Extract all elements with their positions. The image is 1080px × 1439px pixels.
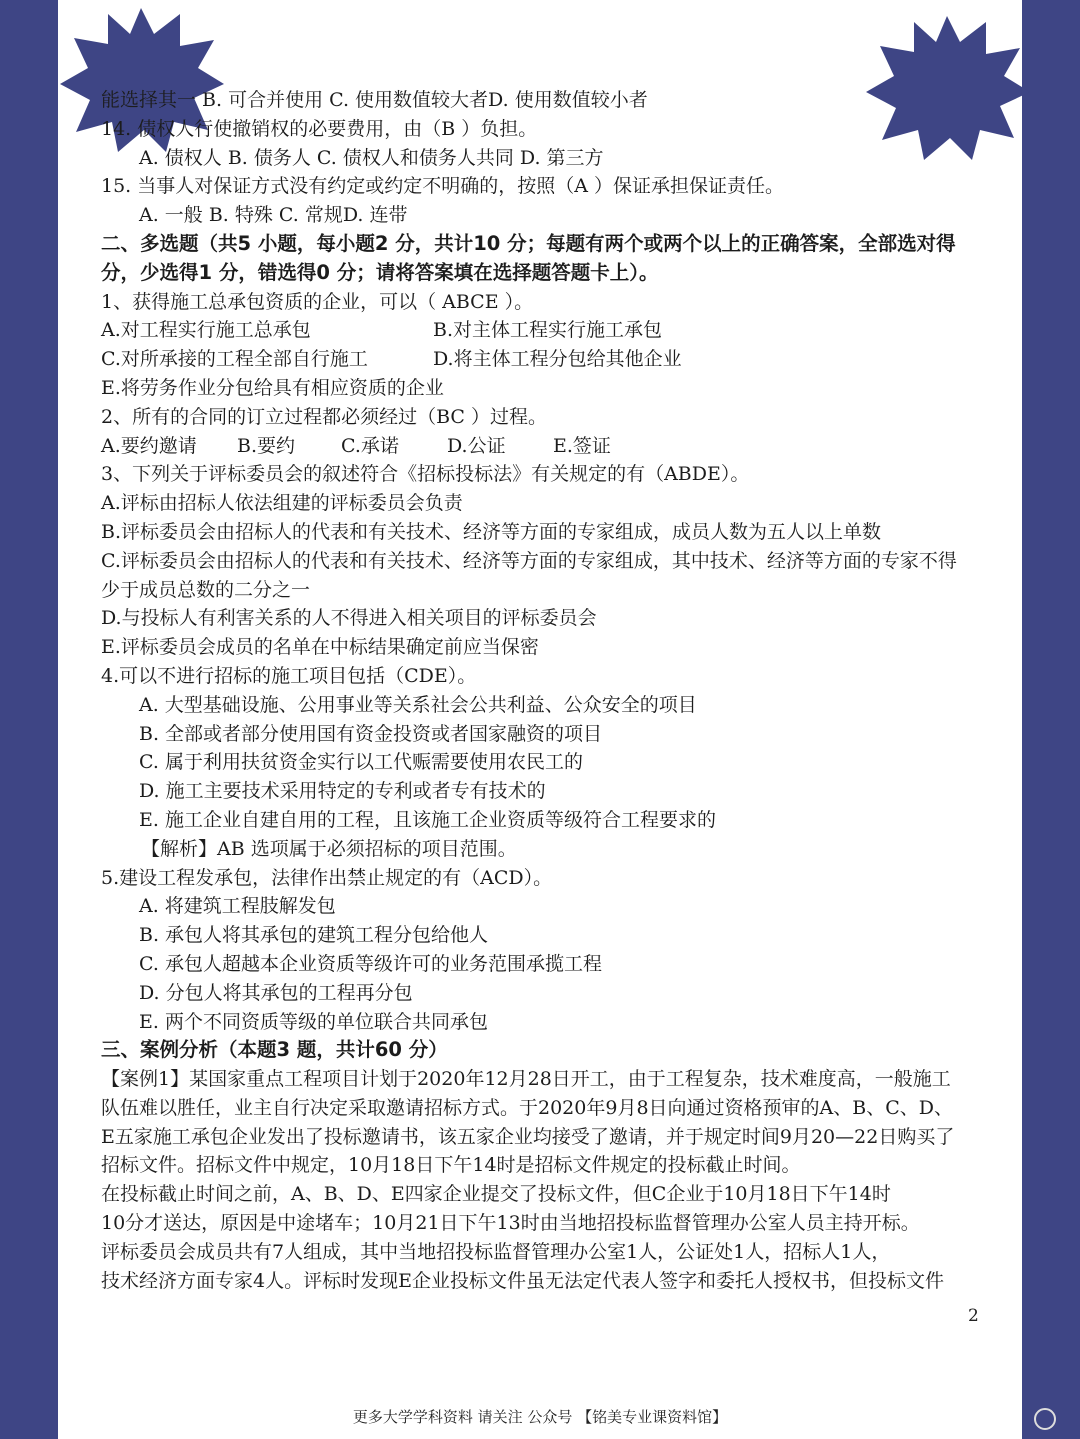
option: A.评标由招标人依法组建的评标委员会负责 [101, 492, 463, 515]
question-stem: 2、所有的合同的订立过程都必须经过（BC ）过程。 [101, 405, 547, 428]
case-text: E五家施工承包企业发出了投标邀请书，该五家企业均接受了邀请，并于规定时间9月20—22日购买了 [101, 1125, 955, 1148]
page-number: 2 [968, 1306, 979, 1326]
footer-note: 更多大学学科资料 请关注 公众号 【铭美专业课资料馆】 [352, 1408, 728, 1426]
option: 少于成员总数的二分之一 [101, 578, 311, 601]
case-text: 队伍难以胜任，业主自行决定采取邀请招标方式。于2020年9月8日向通过资格预审的A、B、C、D、 [101, 1096, 953, 1119]
section-title: 分，少选得1 分，错选得0 分；请将答案填在选择题答题卡上）。 [101, 260, 659, 284]
option: B. 全部或者部分使用国有资金投资或者国家融资的项目 [139, 722, 603, 745]
case-text: 【案例1】某国家重点工程项目计划于2020年12月28日开工，由于工程复杂，技术难度高，一般施工 [101, 1068, 951, 1091]
option: E.签证 [553, 434, 611, 457]
option: B.评标委员会由招标人的代表和有关技术、经济等方面的专家组成，成员人数为五人以上单数 [101, 520, 882, 543]
option: C. 属于利用扶贫资金实行以工代赈需要使用农民工的 [139, 751, 583, 774]
section-title: 三、案例分析（本题3 题，共计60 分） [101, 1038, 448, 1062]
option-row [101, 316, 1021, 345]
option: E.评标委员会成员的名单在中标结果确定前应当保密 [101, 636, 539, 659]
option: D.与投标人有利害关系的人不得进入相关项目的评标委员会 [101, 607, 597, 630]
option: C.评标委员会由招标人的代表和有关技术、经济等方面的专家组成，其中技术、经济等方面的专家不得 [101, 549, 957, 572]
watermark-icon [1034, 1408, 1056, 1430]
case-text: 招标文件。招标文件中规定，10月18日下午14时是招标文件规定的投标截止时间。 [101, 1154, 801, 1177]
option: E. 施工企业自建自用的工程，且该施工企业资质等级符合工程要求的 [139, 808, 716, 831]
option-row [101, 345, 1021, 374]
question-options: A. 债权人 B. 债务人 C. 债权人和债务人共同 D. 第三方 [139, 146, 604, 169]
case-text: 10分才送达，原因是中途堵车；10月21日下午13时由当地招投标监督管理办公室人员主持开标。 [101, 1212, 920, 1235]
option: C.对所承接的工程全部自行施工 [101, 348, 368, 371]
analysis: 【解析】AB 选项属于必须招标的项目范围。 [141, 837, 517, 860]
question-stem: 4.可以不进行招标的施工项目包括（CDE）。 [101, 664, 477, 687]
case-text: 在投标截止时间之前，A、B、D、E四家企业提交了投标文件，但C企业于10月18日下午14时 [101, 1183, 891, 1206]
option: C. 承包人超越本企业资质等级许可的业务范围承揽工程 [139, 952, 602, 975]
case-text: 评标委员会成员共有7人组成，其中当地招投标监督管理办公室1人，公证处1人，招标人1人， [101, 1240, 891, 1263]
question-stem: 1、获得施工总承包资质的企业，可以（ ABCE ）。 [101, 290, 534, 313]
option: A.要约邀请 [101, 434, 197, 457]
section-title: 二、多选题（共5 小题，每小题2 分，共计10 分；每题有两个或两个以上的正确答案，全部选对得 [101, 231, 956, 255]
text-line: 能选择其一 B. 可合并使用 C. 使用数值较大者D. 使用数值较小者 [101, 89, 648, 111]
question-options: A. 一般 B. 特殊 C. 常规D. 连带 [139, 204, 408, 227]
option: C.承诺 [341, 434, 399, 457]
option: D. 分包人将其承包的工程再分包 [139, 981, 413, 1004]
option: B. 承包人将其承包的建筑工程分包给他人 [139, 924, 489, 947]
case-text: 技术经济方面专家4人。评标时发现E企业投标文件虽无法定代表人签字和委托人授权书，但投标文件 [101, 1269, 944, 1292]
option: D.将主体工程分包给其他企业 [433, 348, 682, 371]
option-row [101, 432, 1021, 461]
option: D. 施工主要技术采用特定的专利或者专有技术的 [139, 780, 546, 803]
question-stem: 3、下列关于评标委员会的叙述符合《招标投标法》有关规定的有（ABDE）。 [101, 463, 750, 486]
option: D.公证 [447, 434, 506, 457]
option: A. 大型基础设施、公用事业等关系社会公共利益、公众安全的项目 [139, 693, 697, 716]
option: E.将劳务作业分包给具有相应资质的企业 [101, 376, 444, 399]
question-stem: 5.建设工程发承包，法律作出禁止规定的有（ACD）。 [101, 866, 553, 889]
option: E. 两个不同资质等级的单位联合共同承包 [139, 1010, 488, 1033]
question-stem: 15. 当事人对保证方式没有约定或约定不明确的，按照（A ）保证承担保证责任。 [101, 175, 785, 198]
option: B.要约 [237, 434, 296, 457]
option: B.对主体工程实行施工承包 [433, 319, 663, 342]
question-stem: 14. 债权人行使撤销权的必要费用，由（B ）负担。 [101, 117, 538, 140]
option: A. 将建筑工程肢解发包 [139, 895, 336, 918]
document-body [101, 86, 1021, 1295]
option: A.对工程实行施工总承包 [101, 319, 311, 342]
